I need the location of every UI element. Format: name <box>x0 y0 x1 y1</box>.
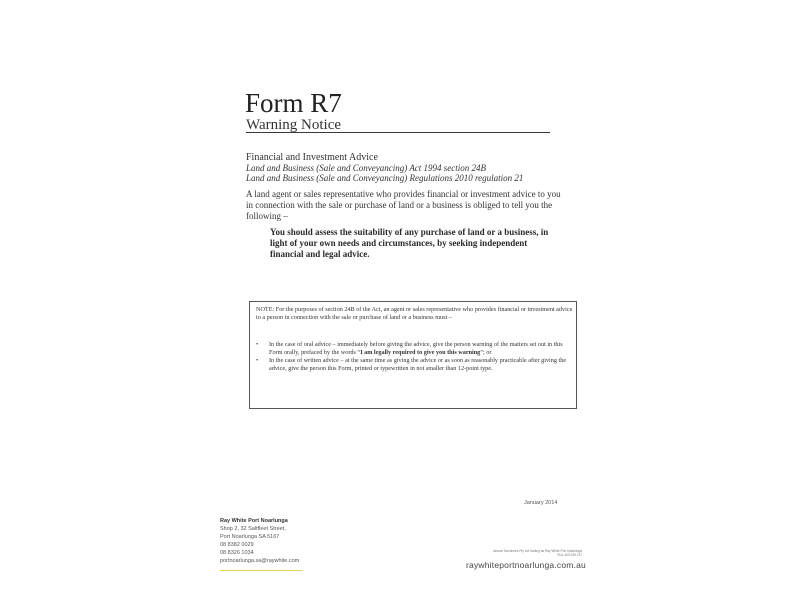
regulation-reference: Land and Business (Sale and Conveyancing) Regulations 2010 regulation 21 <box>246 173 524 183</box>
office-phone: 08 8382 0029 <box>220 542 254 548</box>
intro-paragraph: A land agent or sales representative who provides financial or investment advice to you in connection with the sale or purchase of land or a business is obliged to tell you the following – <box>246 189 561 221</box>
advice-heading: Financial and Investment Advice <box>246 152 378 163</box>
bullet-text-start: In the case of oral advice – immediately before giving the advice, give the person warning of the matters set out in this Form orally, prefaced by the words “ <box>269 341 563 356</box>
website-url: raywhiteportnoarlunga.com.au <box>466 560 586 570</box>
form-subtitle: Warning Notice <box>246 117 342 133</box>
bullet-text: In the case of written advice – at the same time as giving the advice or as soon as reasonably practicable after giving the advice, give the person this Form, printed or typewritten in not smaller than 12-point type. <box>269 357 567 372</box>
bullet-text-end: ”; or <box>480 349 492 356</box>
form-title: Form R7 <box>245 88 342 118</box>
warning-statement: You should assess the suitability of any purchase of land or a business, in light of your own needs and circumstances, by seeking independent financial and legal advice. <box>270 227 549 259</box>
bullet-icon: • <box>256 341 259 348</box>
office-address-line-2: Port Noarlunga SA 5167 <box>220 534 280 540</box>
office-contact-block <box>220 517 299 565</box>
office-address-line-1: Shop 2, 32 Saltfleet Street, <box>220 526 286 532</box>
act-reference: Land and Business (Sale and Conveyancing) Act 1994 section 24B <box>246 163 487 173</box>
note-bullet-oral <box>256 341 574 357</box>
accent-divider <box>220 570 302 571</box>
bullet-text-bold: I am legally required to give you this warning <box>360 349 481 356</box>
form-date: January 2014 <box>524 500 558 506</box>
legal-entity-line: Janson Nominees Pty Ltd trading as Ray White Port Noarlunga <box>492 549 582 553</box>
note-bullet-written <box>256 357 574 373</box>
office-name: Ray White Port Noarlunga <box>220 518 288 524</box>
note-text: NOTE: For the purposes of section 24B of the Act, an agent or sales representative who provides financial or investment advice to a person in connection with the sale or purchase of land or a business must – <box>256 306 573 321</box>
office-fax: 08 8326 1034 <box>220 550 254 556</box>
bullet-icon: • <box>256 357 259 364</box>
licence-number: RLA 163 249 137 <box>557 553 582 557</box>
bullet-text <box>269 341 574 357</box>
office-email: portnoarlunga.sa@raywhite.com <box>220 558 300 564</box>
title-divider <box>246 132 550 133</box>
